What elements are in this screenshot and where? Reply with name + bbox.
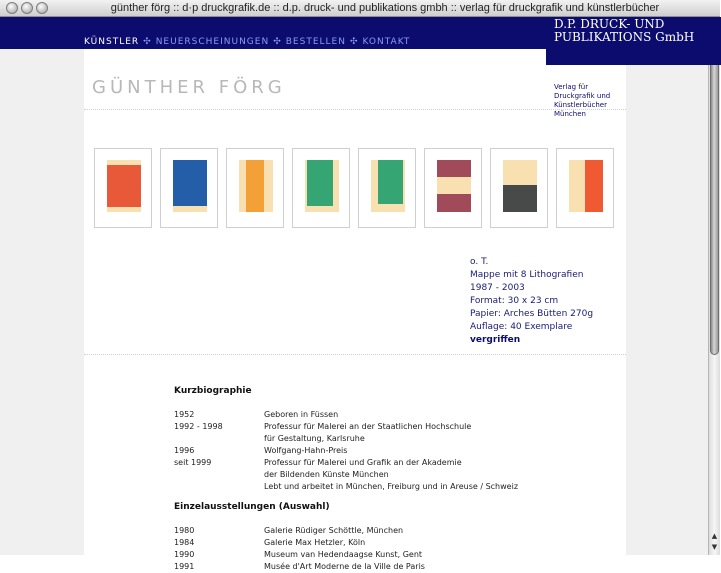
- lithograph-thumbnail-black[interactable]: [490, 148, 548, 228]
- bio-row: [174, 525, 614, 537]
- bio-row: [174, 537, 614, 549]
- bio-year: seit 1999: [174, 458, 212, 467]
- logo-subtitle: [554, 83, 626, 119]
- bio-list: [174, 409, 614, 493]
- work-line: Auflage: 40 Exemplare: [470, 322, 573, 332]
- bio-year: [174, 433, 264, 445]
- bio-text: Galerie Max Hetzler, Köln: [264, 538, 366, 547]
- divider: [84, 354, 626, 355]
- logo-subtitle-line2: München: [554, 110, 586, 118]
- zoom-window-icon[interactable]: [36, 2, 48, 14]
- bio-year: 1991: [174, 562, 195, 571]
- main-navigation: [84, 37, 410, 47]
- bio-text: der Bildenden Künste München: [264, 470, 389, 479]
- bio-text: Professur für Malerei und Grafik an der Akademie: [264, 458, 462, 467]
- bio-year: 1992 - 1998: [174, 422, 223, 431]
- work-line: 1987 - 2003: [470, 283, 525, 293]
- page: [0, 17, 708, 571]
- nav-separator-icon: ✣: [349, 37, 359, 47]
- bio-text: Wolfgang-Hahn-Preis: [264, 446, 348, 455]
- bio-row: [174, 409, 614, 421]
- lithograph-thumbnail-blue[interactable]: [160, 148, 218, 228]
- bio-year: [174, 481, 264, 493]
- bio-text: Geboren in Füssen: [264, 410, 339, 419]
- lithograph-thumbnail-maroon[interactable]: [424, 148, 482, 228]
- close-window-icon[interactable]: [6, 2, 18, 14]
- scroll-down-icon[interactable]: ▼: [711, 543, 718, 551]
- work-details: [470, 256, 593, 347]
- lithograph-thumbnail-red[interactable]: [94, 148, 152, 228]
- bio-year: 1996: [174, 446, 195, 455]
- bio-year: 1984: [174, 538, 195, 547]
- lithograph-thumbnail-orange[interactable]: [226, 148, 284, 228]
- scroll-up-icon[interactable]: ▲: [711, 532, 718, 540]
- bio-text: Musée d'Art Moderne de la Ville de Paris: [264, 562, 425, 571]
- bio-row: [174, 469, 614, 481]
- bio-year: [174, 469, 264, 481]
- scrollbar-thumb[interactable]: [710, 19, 719, 355]
- exhibitions-list: [174, 525, 614, 573]
- publisher-logo[interactable]: [546, 17, 721, 65]
- nav-item-neuerscheinungen[interactable]: NEUERSCHEINUNGEN: [155, 37, 270, 47]
- vertical-scrollbar[interactable]: [708, 17, 720, 555]
- artist-name: GÜNTHER FÖRG: [92, 77, 286, 98]
- logo-subtitle-line1: Verlag für Druckgrafik und Künstlerbücher: [554, 83, 611, 109]
- bio-text: Museum van Hedendaagse Kunst, Gent: [264, 550, 423, 559]
- nav-item-bestellen[interactable]: BESTELLEN: [285, 37, 346, 47]
- window-titlebar: [0, 0, 720, 17]
- bio-text: Galerie Rüdiger Schöttle, München: [264, 526, 404, 535]
- lithograph-thumbnail-green[interactable]: [292, 148, 350, 228]
- bio-row: [174, 445, 614, 457]
- bio-row: [174, 549, 614, 561]
- bio-text: für Gestaltung, Karlsruhe: [264, 434, 365, 443]
- work-line: Papier: Arches Bütten 270g: [470, 309, 594, 319]
- nav-item-kontakt[interactable]: KONTAKT: [362, 37, 411, 47]
- bio-row: [174, 421, 614, 433]
- bio-row: [174, 481, 614, 493]
- biography: [174, 385, 614, 573]
- work-line: Format: 30 x 23 cm: [470, 296, 559, 306]
- divider: [84, 109, 626, 110]
- work-line: Mappe mit 8 Lithografien: [470, 270, 584, 280]
- lithograph-thumbnail-green-2[interactable]: [358, 148, 416, 228]
- exhibitions-heading: Einzelausstellungen (Auswahl): [174, 502, 330, 512]
- work-title: o. T.: [470, 257, 489, 267]
- bio-text: Professur für Malerei an der Staatlichen Hochschule: [264, 422, 472, 431]
- bio-row: [174, 561, 614, 573]
- lithograph-thumbnail-orange-red[interactable]: [556, 148, 614, 228]
- nav-separator-icon: ✣: [273, 37, 282, 47]
- nav-separator-icon: ✣: [143, 37, 152, 47]
- bio-row: [174, 433, 614, 445]
- bio-year: 1990: [174, 550, 195, 559]
- bio-row: [174, 457, 614, 469]
- nav-item-kuenstler[interactable]: KÜNSTLER: [84, 37, 140, 47]
- minimize-window-icon[interactable]: [21, 2, 33, 14]
- availability-status: vergriffen: [470, 335, 521, 345]
- logo-title: D.P. DRUCK- UND PUBLIKATIONS GmbH: [554, 17, 695, 44]
- bio-year: 1952: [174, 410, 195, 419]
- bio-text: Lebt und arbeitet in München, Freiburg und in Areuse / Schweiz: [264, 482, 519, 491]
- window-title: günther förg :: d·p druckgrafik.de :: d.p. druck- und publikations gmbh :: verlag für druckgrafik und künstlerbücher: [110, 2, 660, 14]
- bio-year: 1980: [174, 526, 195, 535]
- bio-heading: Kurzbiographie: [174, 386, 252, 396]
